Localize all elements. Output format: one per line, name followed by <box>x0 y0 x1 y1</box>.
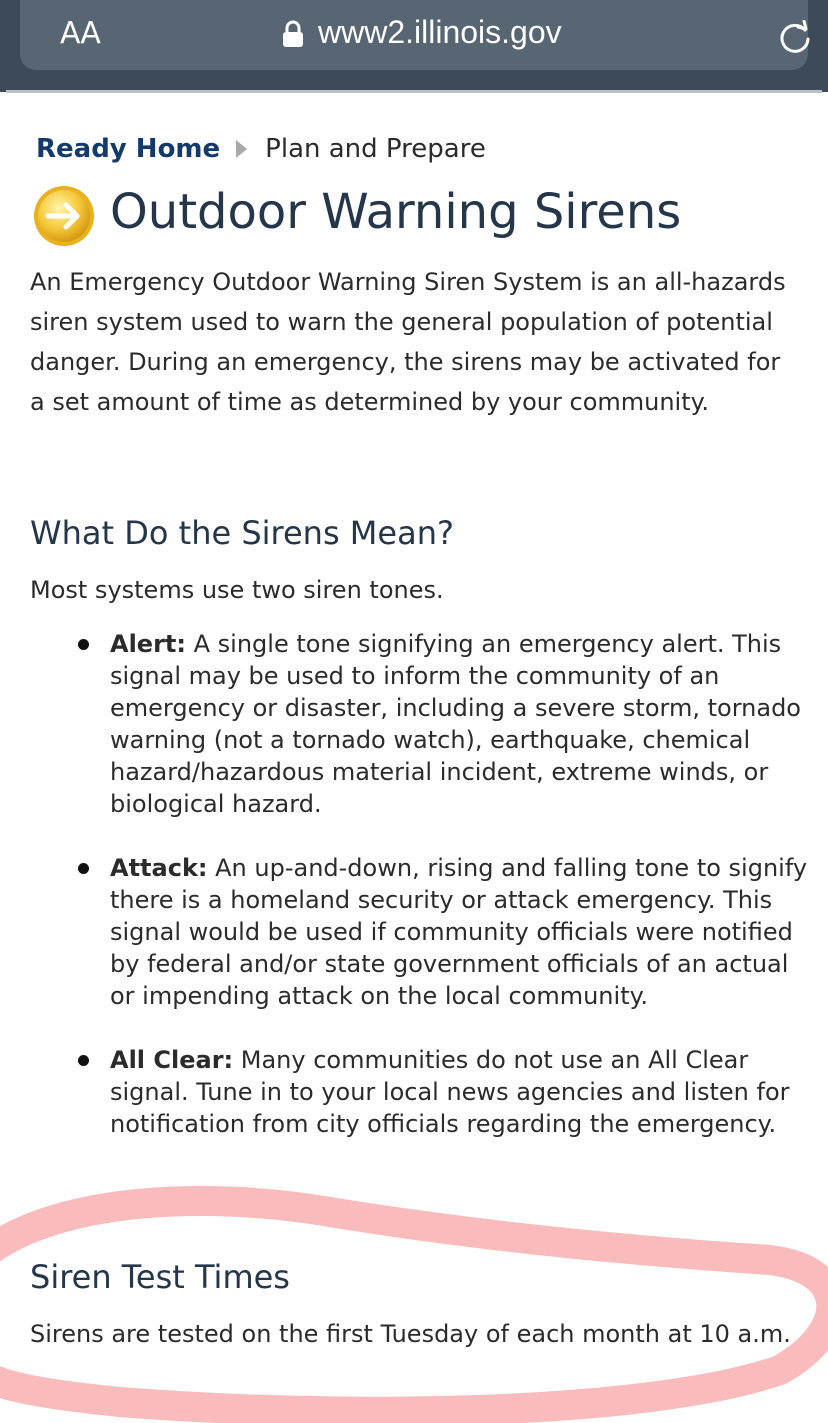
browser-toolbar <box>0 0 828 92</box>
breadcrumb-home-link[interactable]: Ready Home <box>36 134 221 164</box>
tone-label: All Clear: <box>110 1046 234 1074</box>
tone-label: Alert: <box>110 630 186 658</box>
breadcrumb <box>36 134 486 164</box>
bullet-icon <box>78 863 89 874</box>
list-item <box>30 628 810 820</box>
reload-icon[interactable] <box>778 20 812 54</box>
text-size-button[interactable]: AA <box>60 16 100 51</box>
intro-paragraph: An Emergency Outdoor Warning Siren System is an all-hazards siren system used to warn the general population of potential danger. During an emergency, the sirens may be activated for a set amount of time as determined by your community. <box>30 268 786 416</box>
tone-description: Many communities do not use an All Clear signal. Tune in to your local news agencies and listen for notification from city officials regarding the emergency. <box>110 1046 790 1138</box>
arrow-circle-icon <box>32 184 96 248</box>
list-item <box>30 1044 810 1140</box>
page-title: Outdoor Warning Sirens <box>110 184 682 240</box>
siren-tones-list <box>30 628 810 1172</box>
section-intro-text: Most systems use two siren tones. <box>30 576 444 604</box>
tone-description: An up-and-down, rising and falling tone to signify there is a homeland security or attack emergency. This signal would be used if community officials were notified by federal and/or state government officials of an actual or impending attack on the local community. <box>110 854 808 1010</box>
toolbar-divider <box>6 90 822 93</box>
tone-description: A single tone signifying an emergency alert. This signal may be used to inform the community of an emergency or disaster, including a severe storm, tornado warning (not a tornado watch), earthquake, chemical hazard/hazardous material incident, extreme winds, or biological hazard. <box>110 630 801 818</box>
url-text[interactable]: www2.illinois.gov <box>318 14 562 50</box>
lock-icon <box>282 20 304 48</box>
bullet-icon <box>78 639 89 650</box>
list-item <box>30 852 810 1012</box>
breadcrumb-current[interactable]: Plan and Prepare <box>265 134 486 164</box>
section-heading-siren-meaning: What Do the Sirens Mean? <box>30 514 454 552</box>
bullet-icon <box>78 1055 89 1066</box>
tone-label: Attack: <box>110 854 208 882</box>
highlight-annotation <box>0 1180 828 1423</box>
address-bar[interactable] <box>20 0 808 70</box>
test-times-text: Sirens are tested on the first Tuesday of each month at 10 a.m. <box>30 1320 791 1348</box>
section-heading-test-times: Siren Test Times <box>30 1258 290 1296</box>
breadcrumb-arrow-icon <box>236 140 247 158</box>
